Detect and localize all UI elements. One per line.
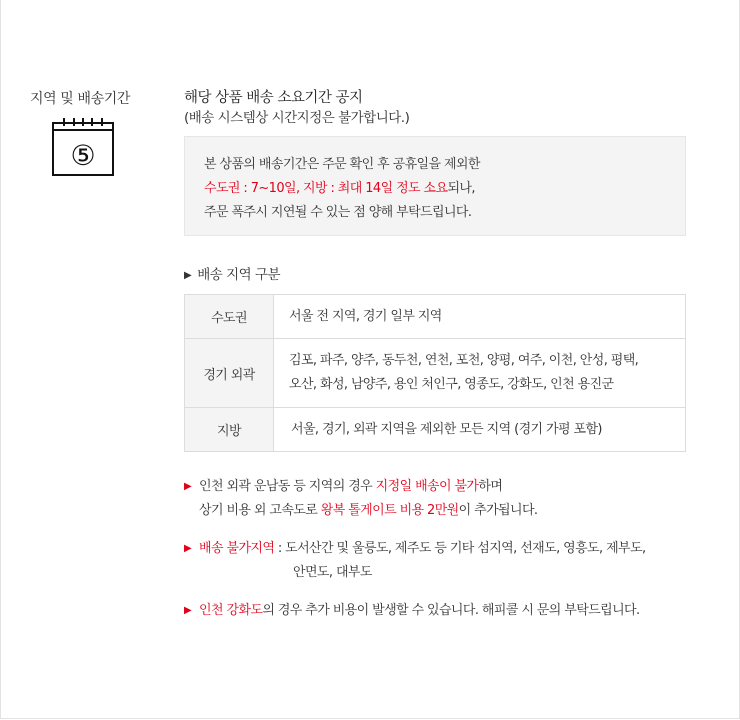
notice-title: 해당 상품 배송 소요기간 공지 — [184, 90, 363, 106]
region-desc — [274, 295, 686, 339]
calendar-number: ⑤ — [70, 139, 96, 172]
calendar-icon — [52, 117, 114, 176]
note-line: 안면도, 대부도 — [293, 565, 372, 580]
region-heading-text: 배송 지역 구분 — [197, 267, 281, 283]
region-name: 수도권 — [185, 295, 274, 339]
note-item — [184, 599, 724, 623]
notice-line-2 — [204, 177, 685, 201]
main-content — [184, 88, 686, 236]
table-row — [185, 339, 686, 408]
note-highlight: 인천 강화도 — [199, 603, 263, 618]
notes-list — [184, 475, 724, 623]
region-name: 지방 — [185, 408, 274, 452]
note-line — [199, 537, 724, 561]
region-table — [184, 294, 686, 452]
triangle-bullet-icon: ▶ — [184, 270, 192, 281]
note-highlight: 왕복 톨게이트 비용 2만원 — [320, 503, 459, 518]
section-label: 지역 및 배송기간 — [30, 91, 130, 107]
red-triangle-icon: ▶ — [184, 543, 192, 554]
red-triangle-icon: ▶ — [184, 605, 192, 616]
notice-highlight: 수도권 : 7~10일, 지방 : 최대 14일 정도 소요 — [204, 181, 448, 196]
note-line — [199, 599, 724, 623]
note-text: 이 추가됩니다. — [458, 503, 538, 518]
notice-box — [184, 136, 686, 236]
table-row — [185, 408, 686, 452]
note-line — [199, 499, 724, 523]
region-heading — [184, 263, 280, 283]
note-text: 인천 외곽 운남동 등 지역의 경우 — [199, 479, 376, 494]
note-text: 의 경우 추가 비용이 발생할 수 있습니다. 해피콜 시 문의 부탁드립니다. — [262, 603, 640, 618]
region-desc-line: 오산, 화성, 남양주, 용인 처인구, 영종도, 강화도, 인천 용진군 — [289, 377, 614, 392]
region-name: 경기 외곽 — [185, 339, 274, 408]
note-highlight: 배송 불가지역 — [199, 541, 275, 556]
note-highlight: 지정일 배송이 불가 — [375, 479, 479, 494]
note-item — [184, 537, 724, 585]
region-desc-line: 서울, 경기, 외곽 지역을 제외한 모든 지역 (경기 가평 포함) — [291, 421, 602, 437]
region-desc-line: 김포, 파주, 양주, 동두천, 연천, 포천, 양평, 여주, 이천, 안성, 평택, — [289, 353, 639, 368]
region-desc — [274, 339, 686, 408]
notice-line-2-rest: 되나, — [447, 181, 475, 196]
note-text: 하며 — [478, 479, 503, 494]
notice-line-3: 주문 폭주시 지연될 수 있는 점 양해 부탁드립니다. — [204, 205, 472, 220]
note-text: : 도서산간 및 울릉도, 제주도 등 기타 섬지역, 선재도, 영흥도, 제부도, — [274, 541, 646, 556]
region-desc-line: 서울 전 지역, 경기 일부 지역 — [289, 308, 442, 324]
region-desc — [274, 408, 686, 452]
left-column — [30, 88, 160, 172]
note-item — [184, 475, 724, 523]
table-row — [185, 295, 686, 339]
notice-line-1: 본 상품의 배송기간은 주문 확인 후 공휴일을 제외한 — [204, 157, 480, 172]
red-triangle-icon: ▶ — [184, 481, 192, 492]
notice-subtitle: (배송 시스템상 시간지정은 불가합니다.) — [184, 110, 410, 126]
note-text: 상기 비용 외 고속도로 — [199, 503, 321, 518]
note-line — [199, 475, 724, 499]
